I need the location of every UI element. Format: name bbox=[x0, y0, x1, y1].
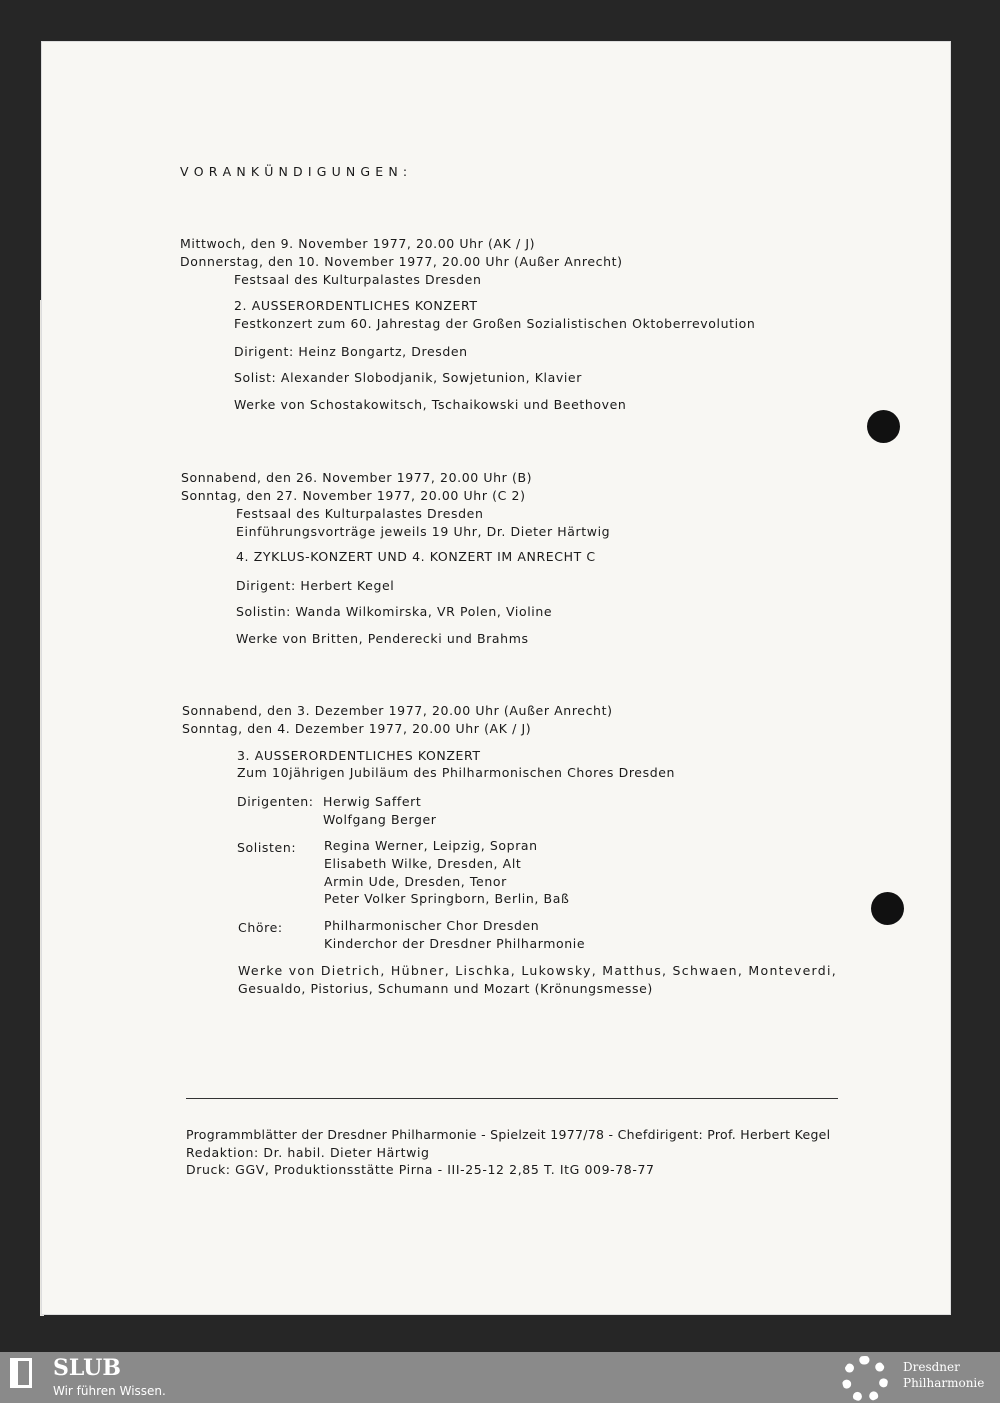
soloist: Elisabeth Wilke, Dresden, Alt bbox=[324, 856, 522, 871]
event-title: 2. AUSSERORDENTLICHES KONZERT bbox=[234, 298, 478, 313]
soloist: Armin Ude, Dresden, Tenor bbox=[324, 874, 507, 889]
event-date: Donnerstag, den 10. November 1977, 20.00 Uhr (Außer Anrecht) bbox=[180, 254, 623, 269]
event-subtitle: Festkonzert zum 60. Jahrestag der Großen Sozialistischen Oktoberrevolution bbox=[234, 316, 756, 331]
event-date: Mittwoch, den 9. November 1977, 20.00 Uhr (AK / J) bbox=[180, 236, 536, 251]
divider bbox=[186, 1098, 838, 1099]
conductors-label: Dirigenten: bbox=[237, 794, 314, 809]
event-date: Sonntag, den 4. Dezember 1977, 20.00 Uhr (AK / J) bbox=[182, 721, 532, 736]
philharmonie-logo-icon bbox=[842, 1356, 888, 1402]
event-works: Werke von Schostakowitsch, Tschaikowski und Beethoven bbox=[234, 397, 627, 412]
event-date: Sonntag, den 27. November 1977, 20.00 Uhr (C 2) bbox=[181, 488, 526, 503]
choir: Philharmonischer Chor Dresden bbox=[324, 918, 540, 933]
punch-hole bbox=[871, 892, 904, 925]
event-date: Sonnabend, den 26. November 1977, 20.00 Uhr (B) bbox=[181, 470, 533, 485]
conductor: Wolfgang Berger bbox=[323, 812, 437, 827]
slub-tagline: Wir führen Wissen. bbox=[53, 1384, 166, 1398]
event-soloist: Solist: Alexander Slobodjanik, Sowjetunion, Klavier bbox=[234, 370, 582, 385]
footer-line: Druck: GGV, Produktionsstätte Pirna - III-25-12 2,85 T. ItG 009-78-77 bbox=[186, 1162, 655, 1177]
event-conductor: Dirigent: Herbert Kegel bbox=[236, 578, 395, 593]
choir: Kinderchor der Dresdner Philharmonie bbox=[324, 936, 586, 951]
event-intro: Einführungsvorträge jeweils 19 Uhr, Dr. Dieter Härtwig bbox=[236, 524, 611, 539]
soloist: Peter Volker Springborn, Berlin, Baß bbox=[324, 891, 570, 906]
event-subtitle: Zum 10jährigen Jubiläum des Philharmonischen Chores Dresden bbox=[237, 765, 676, 780]
event-soloist: Solistin: Wanda Wilkomirska, VR Polen, Violine bbox=[236, 604, 553, 619]
event-title: 4. ZYKLUS-KONZERT UND 4. KONZERT IM ANRECHT C bbox=[236, 549, 596, 564]
soloists-label: Solisten: bbox=[237, 840, 297, 855]
event-date: Sonnabend, den 3. Dezember 1977, 20.00 Uhr (Außer Anrecht) bbox=[182, 703, 613, 718]
soloist: Regina Werner, Leipzig, Sopran bbox=[324, 838, 538, 853]
event-venue: Festsaal des Kulturpalastes Dresden bbox=[234, 272, 482, 287]
slub-logo[interactable]: SLUB bbox=[53, 1355, 121, 1381]
viewer-footer-bar bbox=[0, 1352, 1000, 1403]
conductor: Herwig Saffert bbox=[323, 794, 422, 809]
footer-line: Programmblätter der Dresdner Philharmonie - Spielzeit 1977/78 - Chefdirigent: Prof. Herbert Kegel bbox=[186, 1127, 831, 1142]
event-venue: Festsaal des Kulturpalastes Dresden bbox=[236, 506, 484, 521]
slub-book-icon bbox=[10, 1358, 32, 1388]
footer-line: Redaktion: Dr. habil. Dieter Härtwig bbox=[186, 1145, 430, 1160]
partner-name[interactable]: Philharmonie bbox=[903, 1376, 985, 1390]
partner-name[interactable]: Dresdner bbox=[903, 1360, 960, 1374]
document-page bbox=[42, 42, 950, 1314]
event-works: Werke von Dietrich, Hübner, Lischka, Lukowsky, Matthus, Schwaen, Monteverdi, bbox=[238, 963, 838, 978]
heading: V O R A N K Ü N D I G U N G E N : bbox=[180, 164, 408, 179]
event-conductor: Dirigent: Heinz Bongartz, Dresden bbox=[234, 344, 468, 359]
punch-hole bbox=[867, 410, 900, 443]
event-works: Werke von Britten, Penderecki und Brahms bbox=[236, 631, 529, 646]
event-works: Gesualdo, Pistorius, Schumann und Mozart (Krönungsmesse) bbox=[238, 981, 653, 996]
choirs-label: Chöre: bbox=[238, 920, 283, 935]
event-title: 3. AUSSERORDENTLICHES KONZERT bbox=[237, 748, 481, 763]
